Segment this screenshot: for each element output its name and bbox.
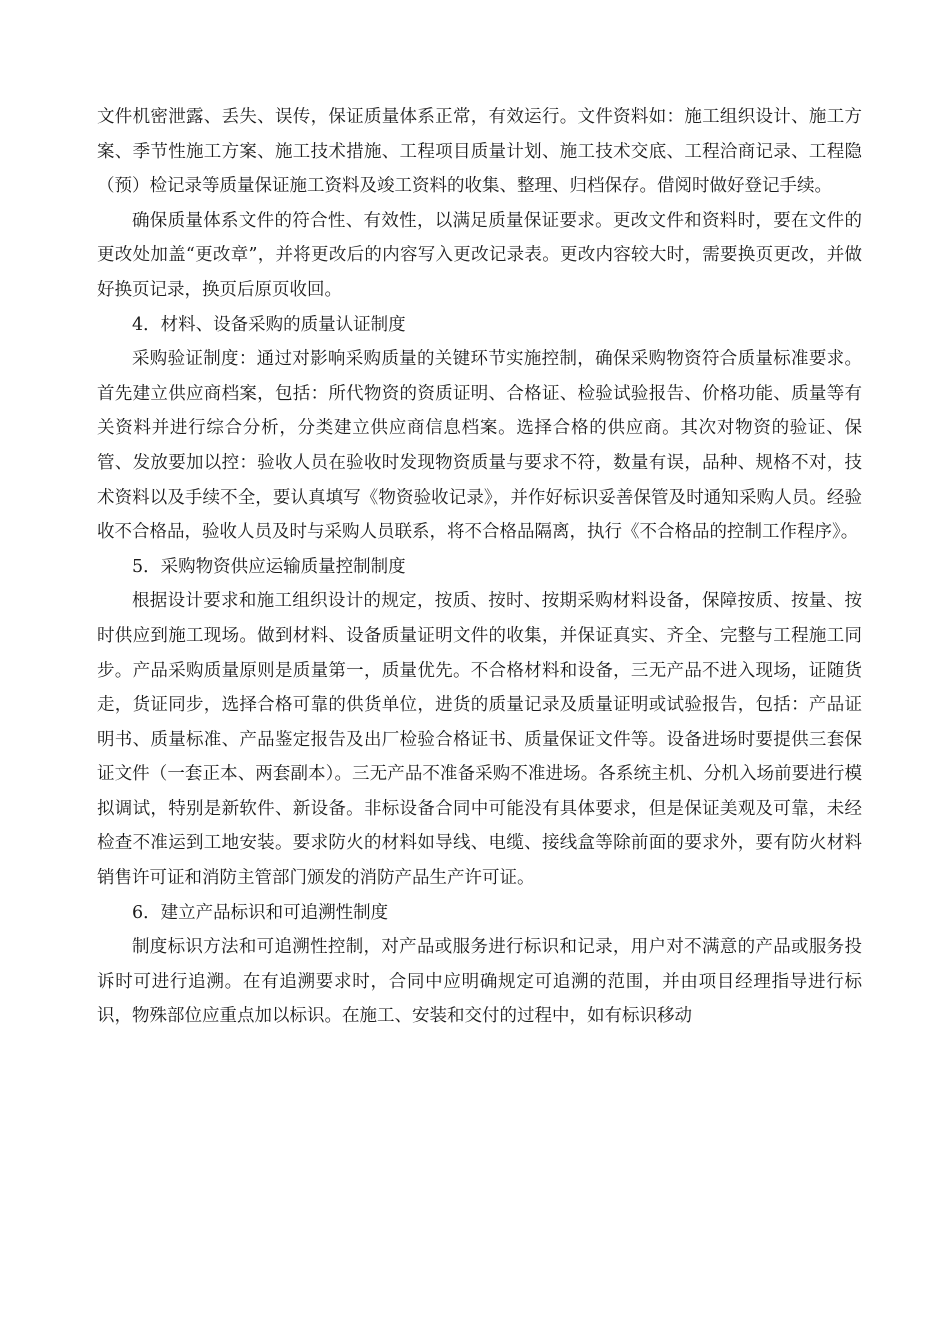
paragraph-traceability: 制度标识方法和可追溯性控制，对产品或服务进行标识和记录，用户对不满意的产品或服务投诉时可进行追溯。在有追溯要求时，合同中应明确规定可追溯的范围，并由项目经理指导进行标识，物殊部位应重点加以标识。在施工、安装和交付的过程中，如有标识移动 (97, 937, 862, 1027)
document-page (97, 100, 862, 1034)
paragraph-document-changes: 确保质量体系文件的符合性、有效性，以满足质量保证要求。更改文件和资料时，要在文件的更改处加盖“更改章”，并将更改后的内容写入更改记录表。更改内容较大时，需要换页更改，并做好换页记录，换页后原页收回。 (97, 210, 862, 300)
paragraph-procurement-supply: 根据设计要求和施工组织设计的规定，按质、按时、按期采购材料设备，保障按质、按量、按时供应到施工现场。做到材料、设备质量证明文件的收集，并保证真实、齐全、完整与工程施工同步。产品采购质量原则是质量第一，质量优先。不合格材料和设备，三无产品不进入现场，证随货走，货证同步，选择合格可靠的供货单位，进货的质量记录及质量证明或试验报告，包括：产品证明书、质量标准、产品鉴定报告及出厂检验合格证书、质量保证文件等。设备进场时要提供三套保证文件（一套正本、两套副本）。三无产品不准备采购不准进场。各系统主机、分机入场前要进行模拟调试，特别是新软件、新设备。非标设备合同中可能没有具体要求，但是保证美观及可靠，未经检查不准运到工地安装。要求防火的材料如导线、电缆、接线盒等除前面的要求外，要有防火材料销售许可证和消防主管部门颁发的消防产品生产许可证。 (97, 591, 862, 889)
section-heading-6: 6．建立产品标识和可追溯性制度 (132, 902, 389, 923)
paragraph-document-control: 文件机密泄露、丢失、误传，保证质量体系正常，有效运行。文件资料如：施工组织设计、施工方案、季节性施工方案、施工技术措施、工程项目质量计划、施工技术交底、工程洽商记录、工程隐（预）检记录等质量保证施工资料及竣工资料的收集、整理、归档保存。借阅时做好登记手续。 (97, 107, 862, 197)
paragraph-procurement-verification: 采购验证制度：通过对影响采购质量的关键环节实施控制，确保采购物资符合质量标准要求。首先建立供应商档案，包括：所代物资的资质证明、合格证、检验试验报告、价格功能、质量等有关资料并进行综合分析，分类建立供应商信息档案。选择合格的供应商。其次对物资的验证、保管、发放要加以控：验收人员在验收时发现物资质量与要求不符，数量有误，品种、规格不对，技术资料以及手续不全，要认真填写《物资验收记录》，并作好标识妥善保管及时通知采购人员。经验收不合格品，验收人员及时与采购人员联系，将不合格品隔离，执行《不合格品的控制工作程序》。 (97, 349, 862, 543)
section-heading-5: 5．采购物资供应运输质量控制制度 (132, 556, 406, 577)
section-heading-4: 4．材料、设备采购的质量认证制度 (132, 314, 406, 335)
